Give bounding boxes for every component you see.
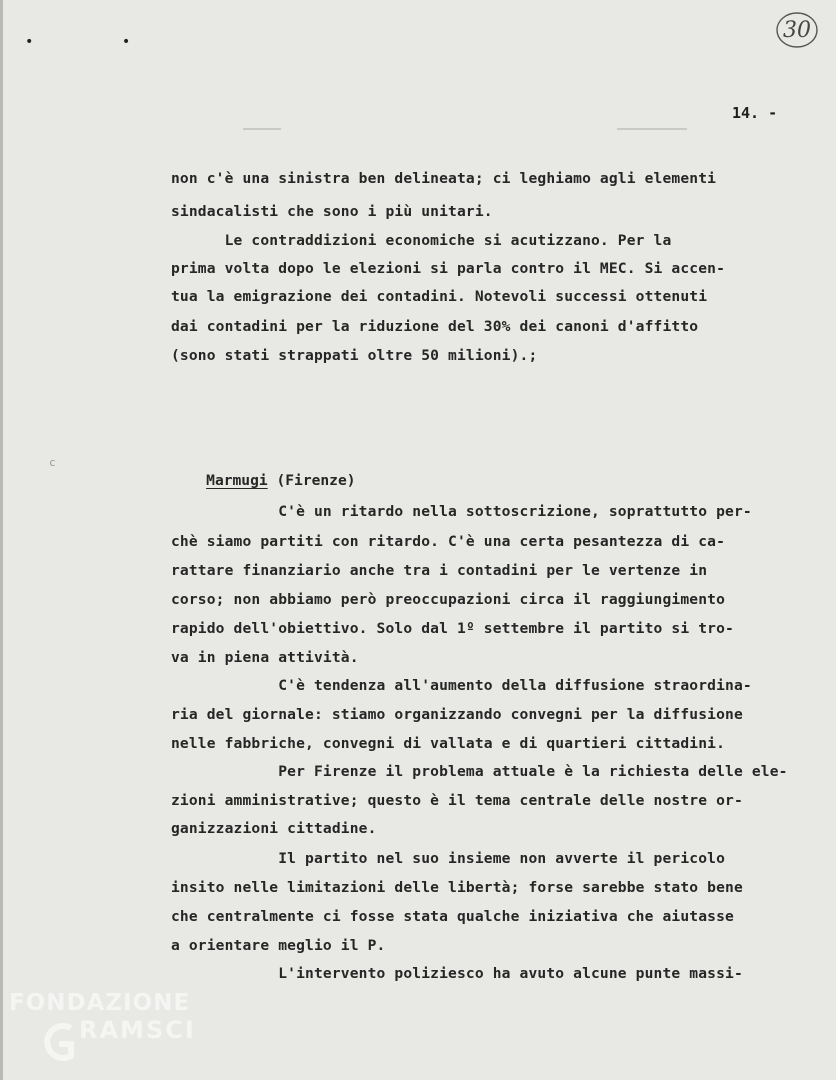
text-line: C'è tendenza all'aumento della diffusione straordina- [171, 677, 752, 694]
text-line: rapido dell'obiettivo. Solo dal 1º settembre il partito si tro- [171, 620, 734, 637]
fondazione-gramsci-watermark [9, 990, 219, 1076]
hole-punch-marks: • • [25, 34, 171, 50]
text-line: ganizzazioni cittadine. [171, 820, 377, 837]
text-line: va in piena attività. [171, 649, 359, 666]
text-line: prima volta dopo le elezioni si parla contro il MEC. Si accen- [171, 260, 726, 277]
text-line: Per Firenze il problema attuale è la richiesta delle ele- [171, 763, 788, 780]
section-heading [171, 455, 356, 506]
heading-place: (Firenze) [267, 472, 356, 489]
gramsci-g-logo-icon [37, 1016, 77, 1066]
heading-name: Marmugi [206, 472, 268, 489]
text-line: ria del giornale: stiamo organizzando convegni per la diffusione [171, 706, 743, 723]
text-line: tua la emigrazione dei contadini. Notevoli successi ottenuti [171, 288, 708, 305]
text-line: nelle fabbriche, convegni di vallata e di quartieri cittadini. [171, 735, 726, 752]
text-line: rattare finanziario anche tra i contadini per le vertenze in [171, 562, 708, 579]
text-line: corso; non abbiamo però preoccupazioni circa il raggiungimento [171, 591, 726, 608]
text-line: non c'è una sinistra ben delineata; ci leghiamo agli elementi [171, 170, 717, 187]
text-line: dai contadini per la riduzione del 30% dei canoni d'affitto [171, 318, 699, 335]
ink-smudge [243, 128, 281, 130]
text-line: chè siamo partiti con ritardo. C'è una certa pesantezza di ca- [171, 533, 726, 550]
text-line: che centralmente ci fosse stata qualche iniziativa che aiutasse [171, 908, 734, 925]
text-line: sindacalisti che sono i più unitari. [171, 203, 493, 220]
text-line: Il partito nel suo insieme non avverte il pericolo [171, 850, 726, 867]
text-line: C'è un ritardo nella sottoscrizione, soprattutto per- [171, 503, 752, 520]
text-line: Le contraddizioni economiche si acutizzano. Per la [171, 232, 672, 249]
text-line: (sono stati strappati oltre 50 milioni).; [171, 347, 538, 364]
text-line: insito nelle limitazioni delle libertà; forse sarebbe stato bene [171, 879, 743, 896]
margin-mark: c [49, 456, 56, 469]
circle-stamp-icon [775, 10, 819, 50]
text-line: zioni amministrative; questo è il tema centrale delle nostre or- [171, 792, 743, 809]
watermark-line1: FONDAZIONE [9, 990, 191, 1016]
text-line: L'intervento poliziesco ha avuto alcune punte massi- [171, 965, 743, 982]
archive-number-stamp [775, 10, 819, 50]
archive-number: 30 [783, 17, 811, 43]
page-number: 14. - [732, 104, 778, 122]
watermark-line2: RAMSCI [79, 1016, 196, 1044]
text-line: a orientare meglio il P. [171, 937, 386, 954]
ink-smudge [617, 128, 687, 130]
